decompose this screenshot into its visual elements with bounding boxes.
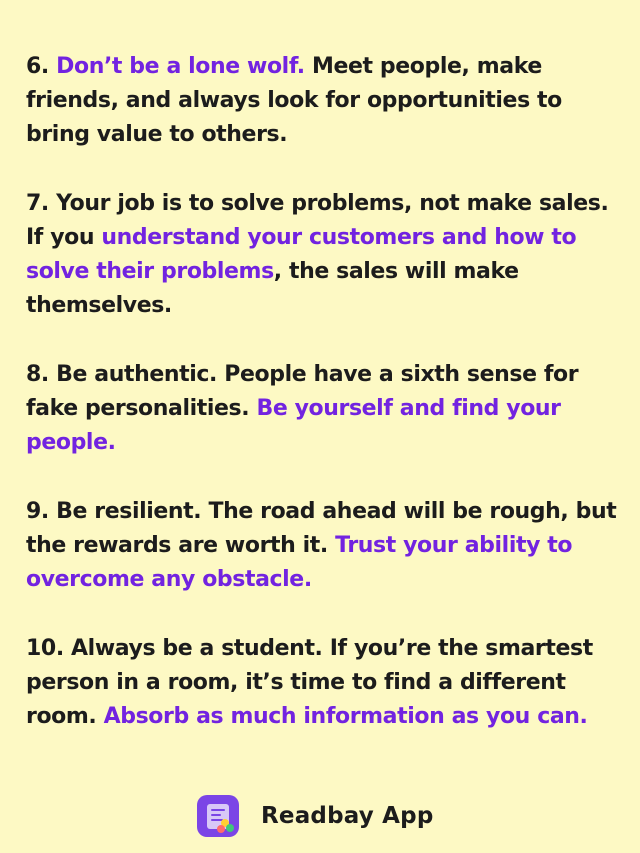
tip-number: 9. <box>26 499 49 524</box>
tip-number: 8. <box>26 362 49 387</box>
tip-highlight: Trust your ability to overcome any obstacle. <box>26 533 573 592</box>
tip-6 <box>26 50 622 152</box>
tip-text: Always be a student. If you’re the smartest person in a room, it’s time to find a different room. <box>26 636 593 729</box>
tip-number: 6. <box>26 54 49 79</box>
tip-9 <box>26 495 622 597</box>
tip-text: Meet people, make friends, and always look for opportunities to bring value to others. <box>26 54 562 147</box>
tip-number: 7. <box>26 191 49 216</box>
tip-7 <box>26 187 622 323</box>
app-name: Readbay App <box>261 803 434 829</box>
readbay-app-icon <box>197 795 239 837</box>
tip-text: Your job is to solve problems, not make sales. If you <box>26 191 609 250</box>
tip-highlight: understand your customers and how to solve their problems <box>26 225 577 284</box>
tip-highlight: Absorb as much information as you can. <box>103 704 588 729</box>
tips-list <box>26 50 622 734</box>
tip-highlight: Don’t be a lone wolf. <box>56 54 305 79</box>
tip-text: Be authentic. People have a sixth sense for fake personalities. <box>26 362 579 421</box>
tip-text: Be resilient. The road ahead will be rough, but the rewards are worth it. <box>26 499 617 558</box>
tip-text: , the sales will make themselves. <box>26 259 519 318</box>
tip-highlight: Be yourself and find your people. <box>26 396 561 455</box>
tip-8 <box>26 358 622 460</box>
app-footer <box>197 795 434 837</box>
tip-10 <box>26 632 622 734</box>
tip-number: 10. <box>26 636 64 661</box>
